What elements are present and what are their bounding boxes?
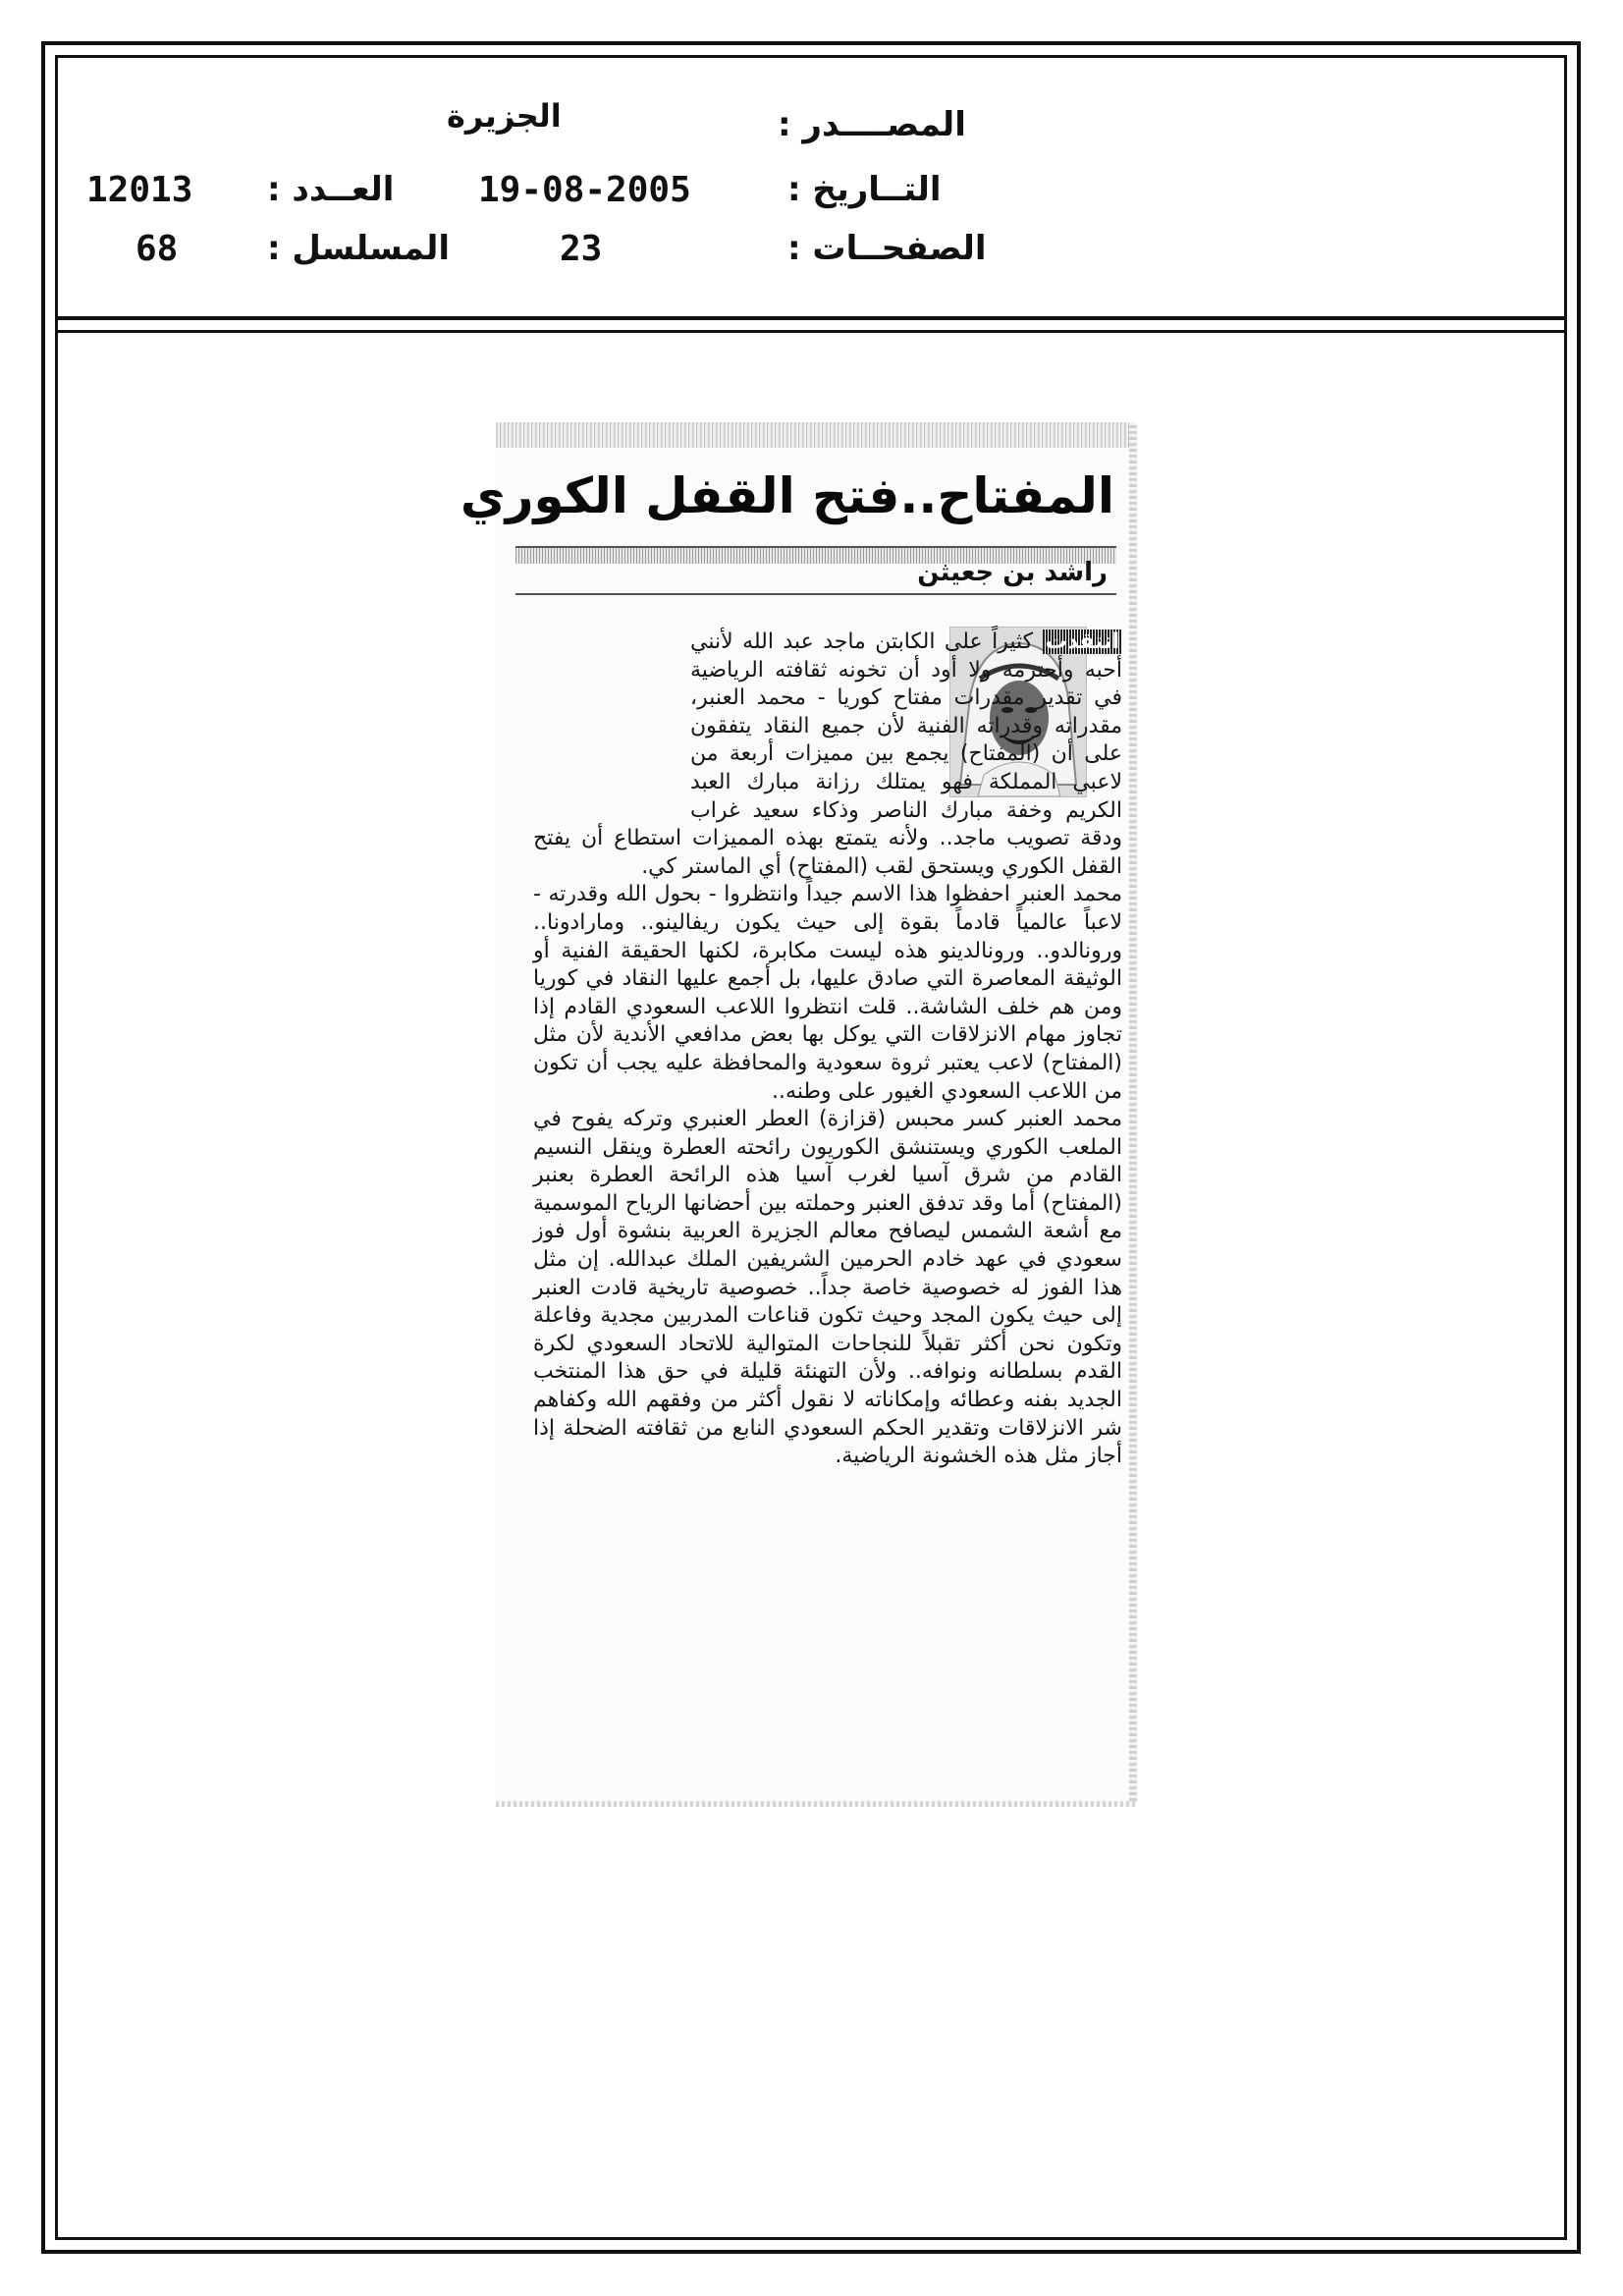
article-body [533,629,1122,1471]
date-label: التــاريخ : [787,170,942,209]
article-paragraph-2: محمد العنبر احفظوا هذا الاسم جيداً وانتظروا - بحول الله وقدرته - لاعباً عالمياً قادماً بقوة إلى حيث يكون ريفالينو.. ومارادونا.. ورونالدو.. ورونالدينو هذه ليست مكابرة، لكنها الحقيقة الفنية أو الوثيقة المعاصرة التي صادق عليها، بل أجمع عليها النقاد في كوريا ومن هم خلف الشاشة.. قلت انتظروا اللاعب السعودي القادم إذا تجاوز مهام الانزلاقات التي يوكل بها بعض مدافعي الأندية لأن مثل (المفتاح) لاعب يعتبر ثروة سعودية والمحافظة عليه يجب أن تكون من اللاعب السعودي الغيور على وطنه.. [533,882,1122,1104]
article-paragraph-3: محمد العنبر كسر محبس (قزازة) العطر العنبري وتركه يفوح في الملعب الكوري ويستنشق الكوريون رائحته العطرة وينقل النسيم القادم من شرق آسيا لغرب آسيا هذه الرائحة العطرة بعنبر (المفتاح) أما وقد تدفق العنبر وحملته بين أحضانها الرياح الموسمية مع أشعة الشمس ليصافح معالم الجزيرة العربية بنشوة أول فوز سعودي في عهد خادم الحرمين الشريفين الملك عبدالله. إن مثل هذا الفوز له خصوصية خاصة جداً.. خصوصية تاريخية قادت العنبر إلى حيث يكون المجد وحيث تكون قناعات المدربين مجدية وفاعلة وتكون نحن أكثر تقبلاً للنجاحات المتوالية للاتحاد السعودي لكرة القدم بسلطانه ونوافه.. ولأن التهنئة قليلة في حق هذا المنتخب الجديد بفنه وعطائه وإمكاناته لا نقول أكثر من وفقهم الله وكفاهم شر الانزلاقات وتقدير الحكم السعودي النابع من ثقافته الضحلة إذا أجاز مثل هذه الخشونة الرياضية. [533,1107,1122,1469]
pages-value: 23 [560,229,603,269]
paragraph-text-1: كثيراً على الكابتن ماجد عبد الله لأنني أحبه وأحترمه ولا أود أن تخونه ثقافته الرياضية في تقدير مقدرات مفتاح كوريا - محمد العنبر، مقدراته وقدراته الفنية لأن جميع النقاد يتفقون على أن (المفتاح) يجمع بين مميزات أربعة من لاعبي المملكة فهو يمتلك رزانة مبارك العبد الكريم وخفة مبارك الناصر وذكاء سعيد غراب ودقة تصويب ماجد.. ولأنه يتمتع بهذه المميزات استطاع أن يفتح القفل الكوري ويستحق لقب (المفتاح) أي الماستر كي. [533,629,1122,879]
clipping-top-band [496,422,1137,448]
issue-label: العــدد : [267,170,395,209]
pages-label: الصفحــات : [787,229,987,268]
header-divider-inner [55,330,1567,333]
serial-value: 68 [135,229,179,269]
article-byline: راشد بن جعيثن [917,558,1108,587]
byline-rule-bottom [515,593,1116,595]
clipping-right-edge [1129,422,1137,1807]
article-headline: المفتاح..فتح القفل الكوري [460,467,1114,524]
article-clipping [460,422,1137,1807]
source-value: الجزيرة [447,97,562,135]
header-divider [55,316,1567,320]
date-value: 19-08-2005 [478,170,691,210]
serial-label: المسلسل : [267,229,451,268]
lead-word: انتقدت [1043,629,1122,654]
issue-value: 12013 [86,170,193,210]
source-label: المصــــدر : [778,105,966,144]
clipping-bottom-edge [496,1801,1137,1807]
